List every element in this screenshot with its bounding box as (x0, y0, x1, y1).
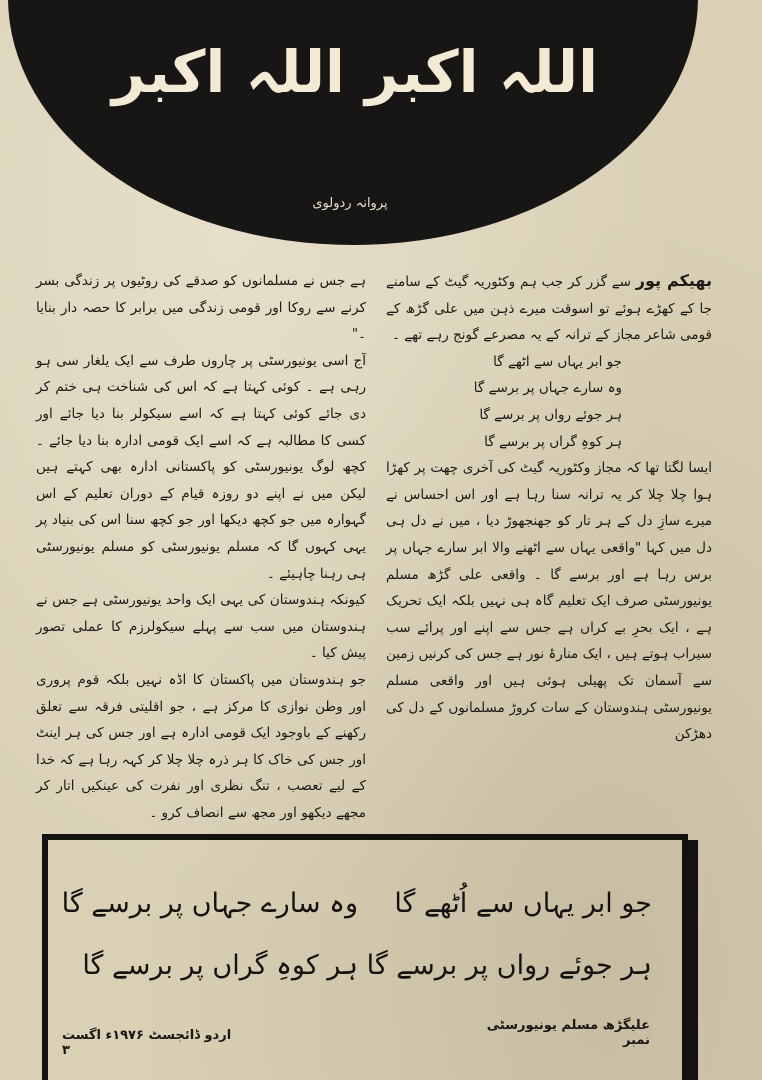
verse-line: ہر جوئے رواں پر برسے گا (479, 406, 622, 423)
intro-lead-word: بھیکم پور (635, 271, 712, 290)
issue-caption: اردو ڈائجسٹ ۱۹۷۶ء اگست ۳ (62, 1028, 232, 1058)
paragraph: ہے جس نے مسلمانوں کو صدقے کی روٹیوں پر زندگی بسر کرنے سے روکا اور قومی زندگی میں برابر کا حصہ دار بنایا ۔" (36, 273, 366, 343)
page-title: اللہ اکبر اللہ اکبر (112, 38, 598, 106)
couplet-line: ہر جوئے رواں پر برسے گا (366, 950, 652, 981)
verse-line: وہ سارے جہاں پر برسے گا (473, 380, 622, 397)
verse-line: ہر کوہِ گراں پر برسے گا (484, 433, 622, 450)
paragraph: آج اسی یونیورسٹی پر چاروں طرف سے ایک یلغار سی ہو رہی ہے ۔ کوئی کہتا ہے کہ اس کی شناخت ہی ختم کر دی جائے کوئی کہتا ہے کہ اسے سیکولر بنا دیا جائے اور کسی کا مطالبہ ہے کہ اسے ایک قومی ادارہ بنا دیا جائے ۔ کچھ لوگ یونیورسٹی کو پاکستانی ادارہ بھی کہتے ہیں لیکن میں نے اپنے دو روزہ قیام کے دوران تعلیم کے اس گہوارہ میں جو کچھ دیکھا اور جو کچھ سنا اس کی بنیاد پر یہی کہوں گا کہ مسلم یونیورسٹی کو مسلم یونیورسٹی ہی رہنا چاہیئے ۔ (36, 352, 366, 582)
source-caption: علیگڑھ مسلم یونیورسٹی نمبر (486, 1018, 650, 1048)
couplet-line: ہر کوہِ گراں پر برسے گا (82, 950, 358, 981)
article-column-left (36, 268, 366, 826)
couplet-box-shadow (688, 840, 698, 1080)
couplet-line: جو ابر یہاں سے اُٹھے گا (394, 888, 652, 919)
author-name: پروانہ ردولوی (312, 196, 388, 211)
paragraph: جو ہندوستان میں پاکستان کا اڈہ نہیں بلکہ قوم پروری اور وطن نوازی کا مرکز ہے ، جو اقلیتی فرقہ سے تعلق رکھنے کے باوجود ایک قومی ادارہ ہے اور جس کی ہر اینٹ اور جس کی خاک کا ہر ذرہ چلا چلا کر کہہ رہا ہے کہ خدا کے لیے تعصب ، تنگ نظری اور نفرت کی عینکیں اتار کر مجھے دیکھو اور مجھ سے انصاف کرو ۔ (36, 671, 366, 821)
after-verse-paragraph: ایسا لگتا تھا کہ مجاز وکٹوریہ گیٹ کی آخری چھت پر کھڑا ہوا چلا چلا کر یہ ترانہ سنا رہا ہے اور اس احساس نے میرے سازِ دل کے ہر تار کو جھنجھوڑ دیا ، میں نے دل ہی دل میں کہا "واقعی یہاں سے اٹھنے والا ابر سارے جہاں پر برس رہا ہے اور برسے گا ۔ واقعی علی گڑھ مسلم یونیورسٹی صرف ایک تعلیم گاہ ہی نہیں بلکہ ایک تحریک ہے ، ایک بحرِ بے کراں ہے جس سے اپنے اور پرائے سب سیراب ہوتے ہیں ، ایک منارۂ نور ہے جس کی کرنیں زمین سے آسمان تک پھیلی ہوئی ہیں اور واقعی مسلم یونیورسٹی ہندوستان کے سات کروڑ مسلمانوں کے دل کی دھڑکن (386, 460, 712, 743)
couplet-line: وہ سارے جہاں پر برسے گا (61, 888, 358, 919)
verse-block (386, 349, 712, 455)
intro-paragraph (386, 268, 712, 349)
intro-text: سے گزر کر جب ہم وکٹوریہ گیٹ کے سامنے جا کے کھڑے ہوئے تو اسوقت میرے ذہن میں علی گڑھ کے قومی شاعر مجاز کے ترانہ کے یہ مصرعے گونج رہے تھے ۔ (386, 274, 712, 344)
article-column-right (386, 268, 712, 748)
verse-line: جو ابر یہاں سے اٹھے گا (493, 353, 622, 370)
paragraph: کیونکہ ہندوستان کی یہی ایک واحد یونیورسٹی ہے جس نے ہندوستان میں سب سے پہلے سیکولرزم کا عملی تصور پیش کیا ۔ (36, 592, 366, 662)
